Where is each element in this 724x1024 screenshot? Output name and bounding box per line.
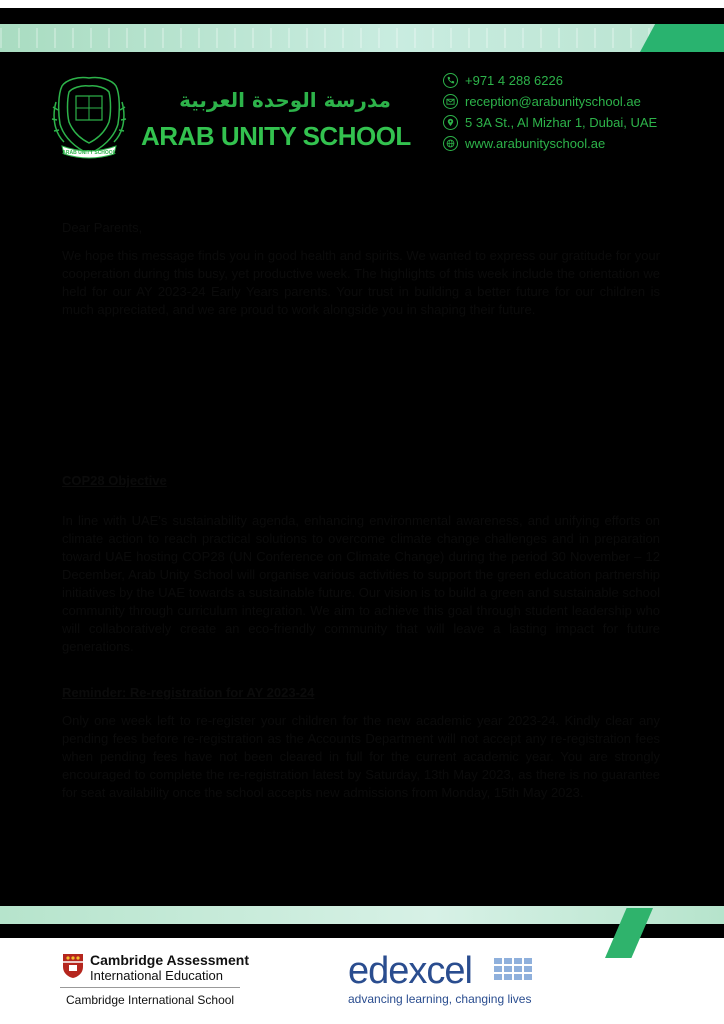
- contact-text: 5 3A St., Al Mizhar 1, Dubai, UAE: [465, 115, 658, 130]
- edexcel-logo: [348, 950, 538, 1010]
- school-name-arabic: مدرسة الوحدة العربية: [179, 88, 391, 112]
- section-body-cop28: In line with UAE's sustainability agenda, enhancing environmental awareness, and unifying efforts on climate action to reach practical solutions to overcome climate change challenges and in preparation toward UAE hosting COP28 (UN Conference on Climate Change) during the period 30 November – 12 December, Arab Unity School will organise various activities to support the green education partnership initiatives by the UAE towards a sustainable future. Our vision is to build a green and sustainable school community through curriculum integration. We aim to achieve this goal through student leadership who will collaboratively create an eco-friendly community that will leave a lasting impact for future generations.: [62, 513, 660, 654]
- cambridge-line-2: International Education: [90, 968, 223, 983]
- contact-block: [443, 70, 683, 154]
- edexcel-tagline: advancing learning, changing lives: [348, 992, 532, 1006]
- contact-website: [443, 133, 683, 154]
- cambridge-line-3: Cambridge International School: [66, 993, 235, 1007]
- section-heading-reregistration: Reminder: Re-registration for AY 2023-24: [62, 685, 315, 700]
- contact-address: [443, 112, 683, 133]
- cambridge-logo: [52, 949, 249, 1013]
- email-icon: [443, 94, 458, 109]
- letter-greeting: Dear Parents,: [62, 220, 143, 235]
- contact-text: www.arabunityschool.ae: [465, 136, 606, 151]
- edexcel-dots-icon: [494, 958, 532, 986]
- school-name-english: ARAB UNITY SCHOOL: [141, 121, 411, 151]
- crest-banner-text: ARAB UNITY SCHOOL: [62, 150, 116, 156]
- cambridge-divider: [60, 987, 240, 988]
- section-heading-cop28: COP28 Objective: [62, 473, 167, 488]
- phone-icon: [443, 73, 458, 88]
- contact-email: [443, 91, 683, 112]
- contact-text: +971 4 288 6226: [465, 73, 563, 88]
- top-margin: [0, 0, 724, 8]
- cambridge-line-1: Cambridge Assessment: [90, 952, 249, 968]
- letter-intro-paragraph: We hope this message finds you in good health and spirits. We wanted to express our gratitude for your cooperation during this busy, yet productive week. The highlights of this week include the orientation we held for our AY 2023-24 Early Years parents. Your trust in building a better future for our children is much appreciated, and we are proud to work alongside you in shaping their future.: [62, 248, 660, 317]
- band-pattern: [0, 28, 724, 48]
- section-body-reregistration: Only one week left to re-register your children for the new academic year 2023-24. Kindly clear any pending fees before re-registration as the Accounts Department will not accept any re-registration fees when pending fees have not been cleared in full for the current academic year. You are strongly encouraged to complete the re-registration latest by Saturday, 13th May 2023, as there is no guarantee for seat availability once the school accepts new admissions from Monday, 15th May 2023.: [62, 713, 660, 800]
- top-decorative-band: [0, 24, 724, 52]
- bottom-decorative-band: [0, 906, 724, 924]
- cambridge-shield-icon: [62, 953, 84, 979]
- contact-phone: [443, 70, 683, 91]
- school-crest-logo: [48, 72, 130, 162]
- edexcel-wordmark: edexcel: [348, 950, 472, 992]
- contact-text: reception@arabunityschool.ae: [465, 94, 641, 109]
- globe-icon: [443, 136, 458, 151]
- location-icon: [443, 115, 458, 130]
